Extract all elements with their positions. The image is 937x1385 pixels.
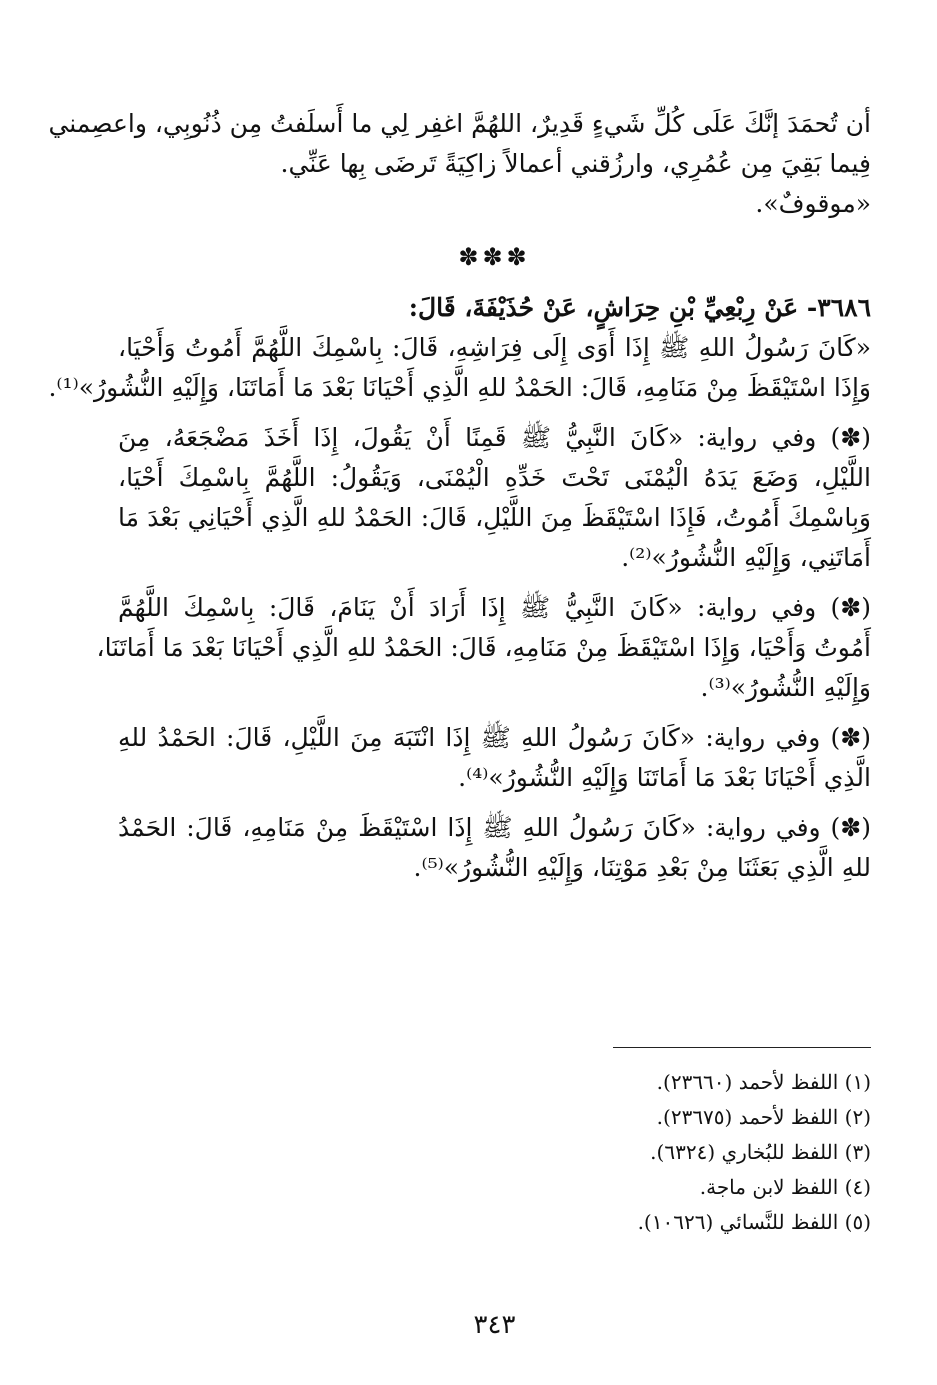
hadith-heading: ٣٦٨٦- عَنْ رِبْعِيِّ بْنِ حِرَاشٍ، عَنْ حُذَيْفَةَ، قَالَ: bbox=[408, 293, 871, 322]
intro-line: فِيما بَقِيَ مِن عُمُرِي، وارزُقني أعمالاً زاكِيَةً تَرضَى بِها عَنِّي. bbox=[280, 149, 871, 178]
footnote-item: (١) اللفظ لأحمد (٢٣٦٦٠). bbox=[656, 1070, 871, 1094]
text-line: (✽) وفي رواية: «كَانَ النَّبِيُّ ﷺ إِذَا أَرَادَ أَنْ يَنَامَ، قَالَ: بِاسْمِكَ اللَّهُمَّ bbox=[118, 593, 871, 622]
footnote-item: (٢) اللفظ لأحمد (٢٣٦٧٥). bbox=[656, 1105, 871, 1129]
intro-line: أن تُحمَدَ إنَّكَ عَلَى كُلِّ شَيءٍ قَدِيرٌ، اللهُمَّ اغفِر لِي ما أَسلَفتُ مِن ذُنُوبِي، واعصِمني bbox=[48, 109, 871, 138]
text-line: «كَانَ رَسُولُ اللهِ ﷺ إِذَا أَوَى إِلَى فِرَاشِهِ، قَالَ: بِاسْمِكَ اللَّهُمَّ أَمُوتُ وَأَحْيَا، bbox=[118, 333, 871, 362]
page-number: ٣٤٣ bbox=[473, 1310, 516, 1340]
text-line: أَمَاتَنِي، وَإِلَيْهِ النُّشُورُ»⁽²⁾. bbox=[621, 543, 871, 572]
text-line: للهِ الَّذِي بَعَثَنَا مِنْ بَعْدِ مَوْتِنَا، وَإِلَيْهِ النُّشُورُ»⁽⁵⁾. bbox=[413, 853, 871, 882]
footnote-item: (٣) اللفظ للبُخاري (٦٣٢٤). bbox=[650, 1140, 871, 1164]
text-line: أَمُوتُ وَأَحْيَا، وَإِذَا اسْتَيْقَظَ مِنْ مَنَامِهِ، قَالَ: الحَمْدُ للهِ الَّذِي أَحْيَانَا بَعْدَ مَا أَمَاتَنَا، bbox=[96, 633, 871, 662]
footnote-item: (٤) اللفظ لابن ماجة. bbox=[699, 1175, 871, 1199]
text-line: (✽) وفي رواية: «كَانَ رَسُولُ اللهِ ﷺ إِذَا اسْتَيْقَظَ مِنْ مَنَامِهِ، قَالَ: الحَمْدُ bbox=[118, 813, 871, 842]
footnote-divider bbox=[613, 1047, 871, 1048]
text-line: وَبِاسْمِكَ أَمُوتُ، فَإِذَا اسْتَيْقَظَ مِنَ اللَّيْلِ، قَالَ: الحَمْدُ للهِ الَّذِي أَحْيَانِي بَعْدَ مَا bbox=[118, 503, 871, 532]
text-line: (✽) وفي رواية: «كَانَ رَسُولُ اللهِ ﷺ إِذَا انْتَبَهَ مِنَ اللَّيْلِ، قَالَ: الحَمْدُ للهِ bbox=[118, 723, 871, 752]
text-line: وَإِلَيْهِ النُّشُورُ»⁽³⁾. bbox=[700, 673, 871, 702]
text-line: اللَّيْلِ، وَضَعَ يَدَهُ الْيُمْنَى تَحْتَ خَدِّهِ الْيُمْنَى، وَيَقُولُ: اللَّهُمَّ بِاسْمِكَ أَحْيَا، bbox=[118, 463, 871, 492]
text-line: (✽) وفي رواية: «كَانَ النَّبِيُّ ﷺ قَمِنًا أَنْ يَقُولَ، إِذَا أَخَذَ مَضْجَعَهُ، مِنَ bbox=[118, 423, 871, 452]
text-line: الَّذِي أَحْيَانَا بَعْدَ مَا أَمَاتَنَا وَإِلَيْهِ النُّشُورُ»⁽⁴⁾. bbox=[458, 763, 871, 792]
hadith-main-text bbox=[48, 328, 871, 408]
book-page bbox=[48, 104, 871, 1345]
intro-note: «موقوفٌ». bbox=[755, 189, 871, 218]
riwaya-paragraph-2 bbox=[96, 588, 871, 708]
text-line: وَإِذَا اسْتَيْقَظَ مِنْ مَنَامِهِ، قَالَ: الحَمْدُ للهِ الَّذِي أَحْيَانَا بَعْدَ مَا أَمَاتَنَا، وَإِلَيْهِ النُّشُورُ»⁽¹⁾. bbox=[48, 373, 871, 402]
intro-paragraph bbox=[48, 104, 871, 224]
riwaya-paragraph-1 bbox=[118, 418, 871, 578]
riwaya-paragraph-4 bbox=[118, 808, 871, 888]
footnotes-section bbox=[118, 1065, 871, 1240]
footnote-item: (٥) اللفظ للنَّسائي (١٠٦٢٦). bbox=[637, 1210, 871, 1234]
riwaya-paragraph-3 bbox=[118, 718, 871, 798]
section-separator: ✽✽✽ bbox=[458, 243, 531, 271]
